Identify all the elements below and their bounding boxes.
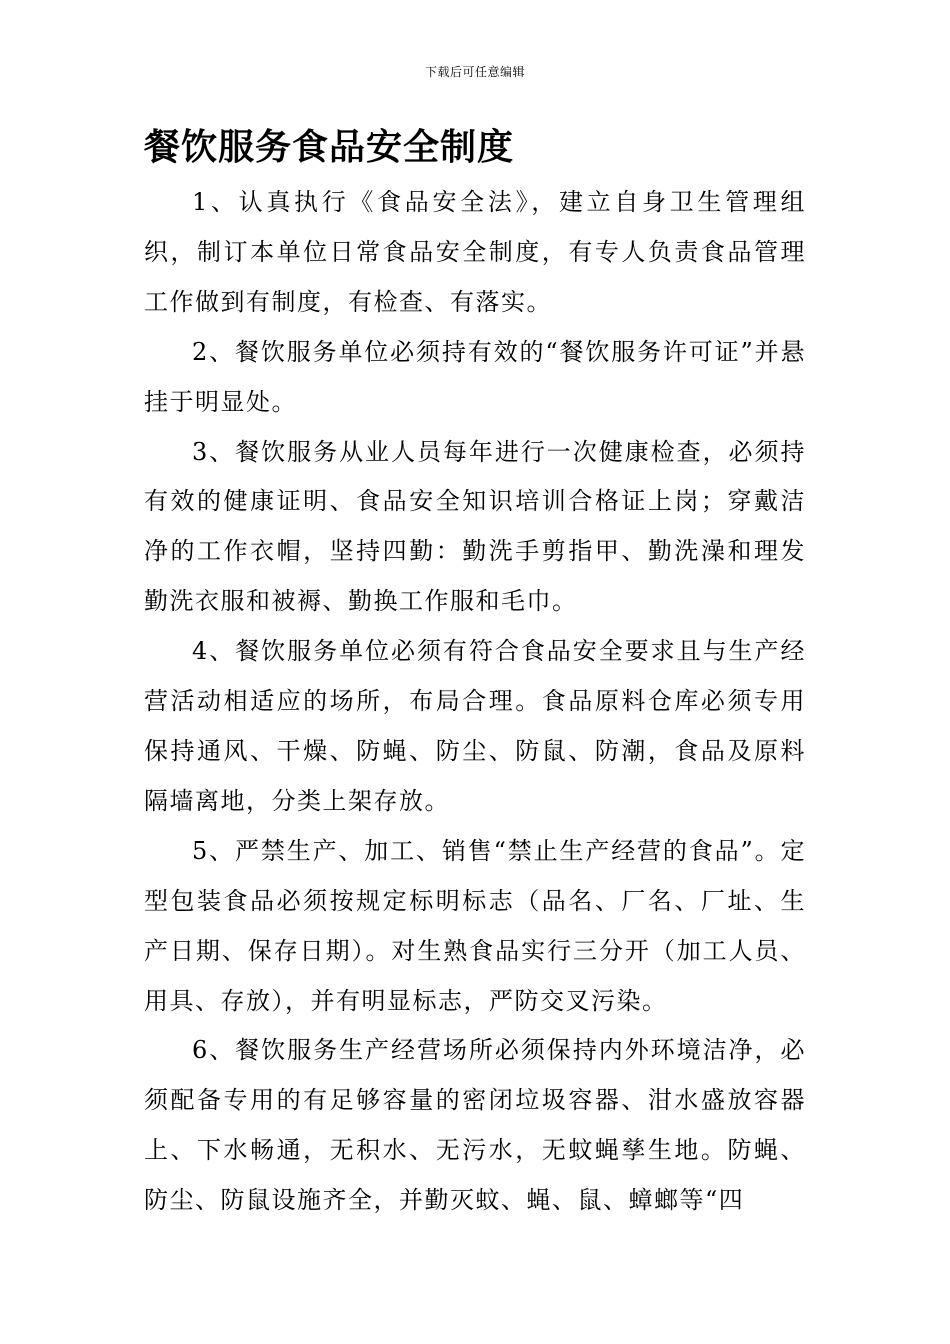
paragraph-1: 1、认真执行《食品安全法》，建立自身卫生管理组织，制订本单位日常食品安全制度，有专人负责食品管理工作做到有制度，有检查、有落实。 (144, 188, 806, 316)
document-title: 餐饮服务食品安全制度 (144, 127, 515, 168)
paragraph-6: 6、餐饮服务生产经营场所必须保持内外环境洁净，必须配备专用的有足够容量的密闭垃圾容器、泔水盛放容器上、下水畅通，无积水、无污水，无蚊蝇孳生地。防蝇、防尘、防鼠设施齐全，并勤灭蚊、蝇、鼠、蟑螂等“四 (144, 1036, 806, 1215)
paragraph-3: 3、餐饮服务从业人员每年进行一次健康检查，必须持有效的健康证明、食品安全知识培训合格证上岗；穿戴洁净的工作衣帽，坚持四勤：勤洗手剪指甲、勤洗澡和理发勤洗衣服和被褥、勤换工作服和毛巾。 (144, 437, 806, 616)
paragraph-5: 5、严禁生产、加工、销售“禁止生产经营的食品”。定型包装食品必须按规定标明标志（品名、厂名、厂址、生产日期、保存日期）。对生熟食品实行三分开（加工人员、用具、存放），并有明显标志，严防交叉污染。 (144, 836, 806, 1015)
page-header-note: 下载后可任意编辑 (424, 65, 525, 79)
document-body (144, 178, 806, 1226)
paragraph-4: 4、餐饮服务单位必须有符合食品安全要求且与生产经营活动相适应的场所，布局合理。食品原料仓库必须专用保持通风、干燥、防蝇、防尘、防鼠、防潮，食品及原料隔墙离地，分类上架存放。 (144, 637, 806, 815)
paragraph-2: 2、餐饮服务单位必须持有效的“餐饮服务许可证”并悬挂于明显处。 (144, 337, 806, 416)
